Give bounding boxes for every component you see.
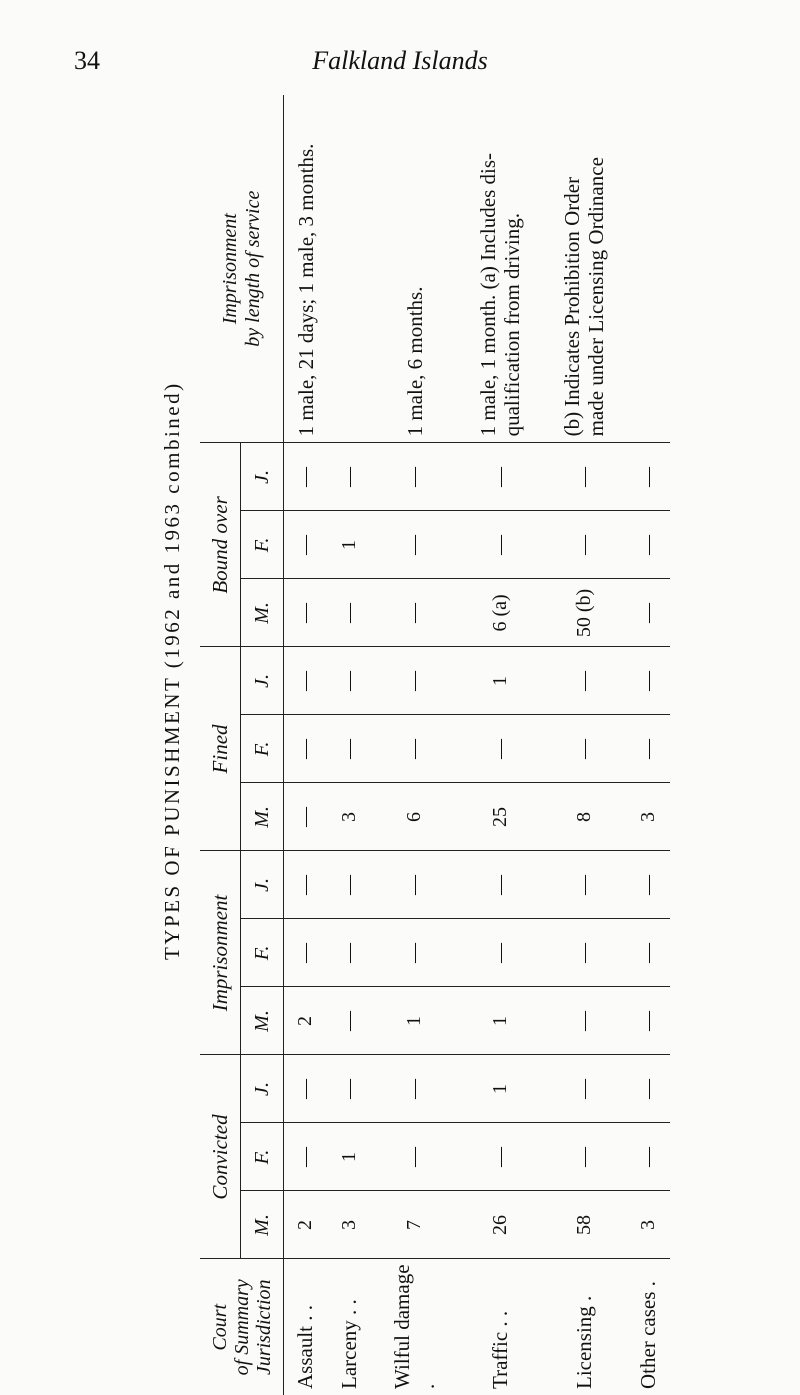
table-cell: —	[626, 443, 670, 511]
table-cell: —	[284, 647, 328, 715]
table-cell: —	[328, 919, 372, 987]
table-cell: 3	[338, 1220, 361, 1230]
table-cell: —	[626, 1123, 670, 1191]
table-cell: —	[371, 647, 458, 715]
table-cell: —	[284, 511, 328, 579]
remarks-cell	[371, 95, 458, 443]
table-cell: —	[542, 987, 626, 1055]
table-row	[284, 95, 328, 1395]
sub-f: F.	[241, 919, 284, 987]
table-cell: 3	[328, 783, 372, 851]
table-row	[458, 95, 542, 1395]
table-cell: —	[284, 851, 328, 919]
sub-j: J.	[241, 647, 284, 715]
table-cell: —	[371, 579, 458, 647]
group-convicted: Convicted	[200, 1055, 241, 1259]
table-cell: —	[371, 919, 458, 987]
table-caption: TYPES OF PUNISHMENT (1962 and 1963 combined)	[160, 381, 184, 960]
page-number: 34	[74, 46, 100, 75]
table-cell: 6	[371, 783, 458, 851]
table-cell: —	[371, 715, 458, 783]
table-cell: —	[328, 851, 372, 919]
table-cell: —	[328, 1055, 372, 1123]
offence-label: Traffic . .	[458, 1259, 542, 1395]
sub-f: F.	[241, 1123, 284, 1191]
table-cell: —	[328, 443, 372, 511]
table-cell: —	[284, 783, 328, 851]
sub-m: M.	[241, 1191, 284, 1259]
group-fined: Fined	[200, 647, 241, 851]
table-cell: 1	[458, 647, 542, 715]
table-cell: —	[284, 1055, 328, 1123]
table-cell: —	[371, 443, 458, 511]
table-cell: 1	[458, 987, 542, 1055]
offence-label: Assault . .	[284, 1259, 328, 1395]
table-row	[328, 95, 372, 1395]
table-cell: —	[328, 647, 372, 715]
table-cell: 7	[403, 1220, 426, 1230]
table-cell: —	[626, 511, 670, 579]
sub-m: M.	[241, 987, 284, 1055]
table-cell: 3	[626, 783, 670, 851]
table-row	[542, 95, 626, 1395]
table-cell: —	[542, 919, 626, 987]
table-cell: —	[626, 647, 670, 715]
table-cell: —	[542, 511, 626, 579]
table-cell: —	[328, 987, 372, 1055]
sub-f: F.	[241, 715, 284, 783]
table-cell: 1	[371, 987, 458, 1055]
table-row	[371, 95, 458, 1395]
table-cell: —	[626, 851, 670, 919]
table-cell: 1	[328, 1123, 372, 1191]
table-cell: 1	[328, 511, 372, 579]
table-cell: —	[458, 919, 542, 987]
table-cell: —	[458, 851, 542, 919]
table-cell: —	[542, 715, 626, 783]
table-cell: —	[328, 579, 372, 647]
remarks-line: 1 male, 6 months.	[402, 286, 427, 437]
remarks-header: Imprisonment by length of service	[200, 95, 284, 443]
sub-j: J.	[241, 443, 284, 511]
remarks-line: qualification from driving.	[500, 213, 525, 437]
punishment-table	[200, 95, 670, 1395]
table-cell: —	[284, 919, 328, 987]
table-cell: 2	[294, 1220, 317, 1230]
offence-label: Licensing .	[542, 1259, 626, 1395]
table-cell: —	[371, 511, 458, 579]
remarks-cell	[458, 95, 542, 443]
table-cell: —	[284, 715, 328, 783]
table-cell: 26	[488, 1215, 511, 1235]
table-cell: 58	[572, 1215, 595, 1235]
remarks-line: (b) Indicates Prohibition Order	[560, 176, 585, 437]
table-cell: —	[328, 715, 372, 783]
remarks-cell	[328, 95, 372, 443]
table-cell: —	[542, 851, 626, 919]
sub-f: F.	[241, 511, 284, 579]
court-header: Court of Summary Jurisdiction	[200, 1259, 284, 1395]
table-cell: —	[371, 851, 458, 919]
table-cell: 2	[284, 987, 328, 1055]
table-body	[284, 95, 671, 1395]
remarks-cell	[626, 95, 670, 443]
remarks-line: 1 male, 21 days; 1 male, 3 months.	[293, 143, 318, 437]
offence-label: Larceny . .	[328, 1259, 372, 1395]
table-cell: —	[626, 1055, 670, 1123]
page-header	[0, 40, 800, 84]
table-cell: —	[626, 987, 670, 1055]
sub-m: M.	[241, 783, 284, 851]
table-cell: —	[542, 647, 626, 715]
table-cell: —	[542, 1123, 626, 1191]
table-cell: —	[458, 511, 542, 579]
table-cell: —	[458, 715, 542, 783]
table-cell: —	[284, 1123, 328, 1191]
table-cell: 25	[458, 783, 542, 851]
sub-j: J.	[241, 1055, 284, 1123]
table-cell: 50 (b)	[542, 579, 626, 647]
offence-label: Other cases .	[626, 1259, 670, 1395]
table-cell: —	[458, 443, 542, 511]
group-bound-over: Bound over	[200, 443, 241, 647]
table-cell: 8	[542, 783, 626, 851]
table-cell: —	[542, 443, 626, 511]
table-cell: 3	[636, 1220, 659, 1230]
table-cell: 6 (a)	[458, 579, 542, 647]
table-cell: —	[284, 443, 328, 511]
offence-label: Wilful damage .	[371, 1259, 458, 1395]
table-cell: —	[371, 1123, 458, 1191]
remarks-cell	[542, 95, 626, 443]
running-title: Falkland Islands	[312, 46, 488, 75]
table-cell: —	[626, 579, 670, 647]
sub-j: J.	[241, 851, 284, 919]
group-imprisonment: Imprisonment	[200, 851, 241, 1055]
table-cell: —	[371, 1055, 458, 1123]
remarks-line: 1 male, 1 month. (a) Includes dis-	[476, 152, 501, 437]
table-cell: —	[626, 715, 670, 783]
remarks-line: made under Licensing Ordinance	[584, 157, 609, 437]
table-cell: —	[458, 1123, 542, 1191]
table-row	[626, 95, 670, 1395]
table-cell: —	[626, 919, 670, 987]
sub-m: M.	[241, 579, 284, 647]
table-cell: —	[284, 579, 328, 647]
table-cell: 1	[458, 1055, 542, 1123]
remarks-cell	[284, 95, 328, 443]
table-cell: —	[542, 1055, 626, 1123]
